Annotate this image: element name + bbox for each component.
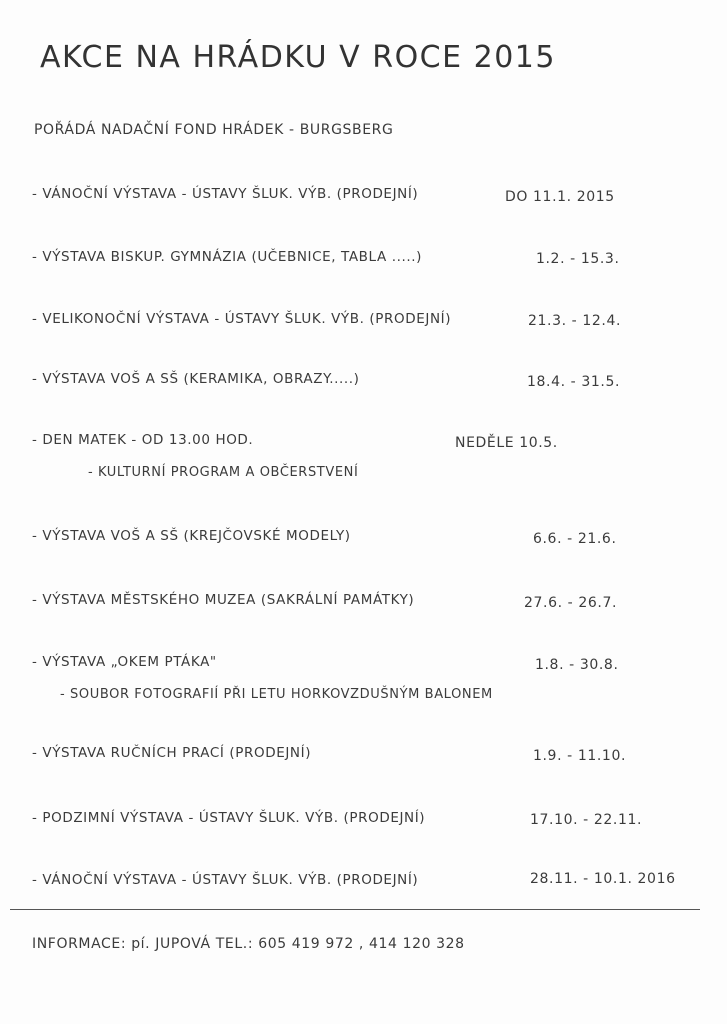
event-subline: - SOUBOR FOTOGRAFIÍ PŘI LETU HORKOVZDUŠNÝM BALONEM [60, 687, 493, 702]
event-date: 17.10. - 22.11. [530, 812, 643, 828]
event-date: 18.4. - 31.5. [527, 374, 620, 390]
organizer-line: POŘÁDÁ NADAČNÍ FOND HRÁDEK - BURGSBERG [34, 122, 394, 138]
event-name: - VÝSTAVA MĚSTSKÉHO MUZEA (SAKRÁLNÍ PAMÁTKY) [32, 592, 415, 608]
event-date: 27.6. - 26.7. [524, 595, 617, 611]
event-name: - VÁNOČNÍ VÝSTAVA - ÚSTAVY ŠLUK. VÝB. (PRODEJNÍ) [32, 186, 419, 202]
event-date: 6.6. - 21.6. [533, 531, 617, 547]
event-date: 28.11. - 10.1. 2016 [530, 871, 676, 887]
event-name: - VÝSTAVA VOŠ A SŠ (KREJČOVSKÉ MODELY) [32, 528, 351, 544]
event-name: - VÝSTAVA VOŠ A SŠ (KERAMIKA, OBRAZY.....) [32, 371, 360, 387]
event-name: - VÝSTAVA RUČNÍCH PRACÍ (PRODEJNÍ) [32, 745, 312, 761]
divider-line [10, 909, 700, 910]
event-date: DO 11.1. 2015 [505, 189, 615, 205]
event-name: - VELIKONOČNÍ VÝSTAVA - ÚSTAVY ŠLUK. VÝB. (PRODEJNÍ) [32, 311, 452, 327]
event-name: - VÁNOČNÍ VÝSTAVA - ÚSTAVY ŠLUK. VÝB. (PRODEJNÍ) [32, 872, 419, 888]
event-subline: - KULTURNÍ PROGRAM A OBČERSTVENÍ [88, 465, 359, 480]
page-title: AKCE NA HRÁDKU V ROCE 2015 [40, 40, 556, 75]
contact-info: INFORMACE: pí. JUPOVÁ TEL.: 605 419 972 , 414 120 328 [32, 936, 465, 952]
event-date: 1.2. - 15.3. [536, 251, 620, 267]
event-name: - VÝSTAVA BISKUP. GYMNÁZIA (UČEBNICE, TABLA .....) [32, 249, 423, 265]
event-name: - PODZIMNÍ VÝSTAVA - ÚSTAVY ŠLUK. VÝB. (PRODEJNÍ) [32, 810, 426, 826]
event-date: 1.8. - 30.8. [535, 657, 619, 673]
event-name: - VÝSTAVA „OKEM PTÁKA" [32, 654, 217, 670]
event-date: 21.3. - 12.4. [528, 313, 621, 329]
event-date: 1.9. - 11.10. [533, 748, 626, 764]
event-date: NEDĚLE 10.5. [455, 435, 558, 451]
event-name: - DEN MATEK - OD 13.00 HOD. [32, 432, 254, 448]
